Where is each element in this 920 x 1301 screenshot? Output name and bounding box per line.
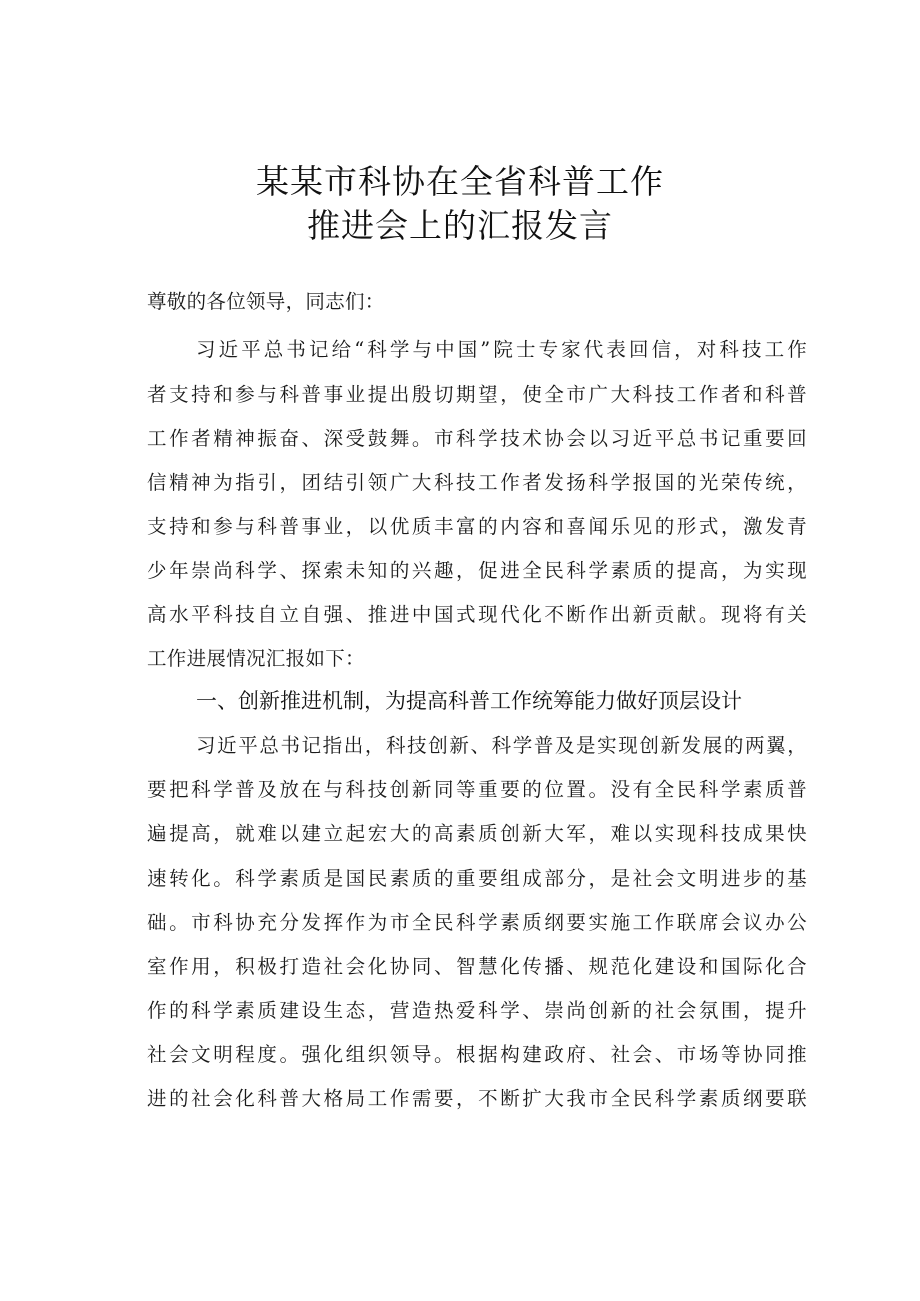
document-title-line-2: 推进会上的汇报发言 [307,206,613,245]
paragraph-2-line: 速转化。科学素质是国民素质的重要组成部分，是社会文明进步的基 [147,867,807,890]
paragraph-1-line: 者支持和参与科普事业提出殷切期望，使全市广大科技工作者和科普 [147,383,807,406]
paragraph-1-line: 工作者精神振奋、深受鼓舞。市科学技术协会以习近平总书记重要回 [147,427,807,450]
paragraph-2-line: 习近平总书记指出，科技创新、科学普及是实现创新发展的两翼， [196,734,807,757]
section-1-heading: 一、创新推进机制，为提高科普工作统筹能力做好顶层设计 [196,689,742,713]
paragraph-1-line: 少年崇尚科学、探索未知的兴趣，促进全民科学素质的提高，为实现 [147,559,807,582]
paragraph-1-line: 信精神为指引，团结引领广大科技工作者发扬科学报国的光荣传统， [147,471,807,494]
document-title-line-1: 某某市科协在全省科普工作 [256,162,664,201]
paragraph-1-line: 工作进展情况汇报如下： [147,647,365,670]
salutation: 尊敬的各位领导，同志们： [147,290,385,313]
paragraph-2-line: 社会文明程度。强化组织领导。根据构建政府、社会、市场等协同推 [147,1043,807,1066]
paragraph-2-line: 室作用，积极打造社会化协同、智慧化传播、规范化建设和国际化合 [147,955,807,978]
paragraph-2-line: 作的科学素质建设生态，营造热爱科学、崇尚创新的社会氛围，提升 [147,999,807,1022]
paragraph-2-line: 础。市科协充分发挥作为市全民科学素质纲要实施工作联席会议办公 [147,911,807,934]
paragraph-2-line: 遍提高，就难以建立起宏大的高素质创新大军，难以实现科技成果快 [147,822,807,845]
paragraph-1-line: 习近平总书记给“科学与中国”院士专家代表回信，对科技工作 [196,338,807,361]
paragraph-2-line: 要把科学普及放在与科技创新同等重要的位置。没有全民科学素质普 [147,778,807,801]
paragraph-2-line: 进的社会化科普大格局工作需要，不断扩大我市全民科学素质纲要联 [147,1087,807,1110]
paragraph-1-line: 高水平科技自立自强、推进中国式现代化不断作出新贡献。现将有关 [147,603,807,626]
paragraph-1-line: 支持和参与科普事业，以优质丰富的内容和喜闻乐见的形式，激发青 [147,515,807,538]
